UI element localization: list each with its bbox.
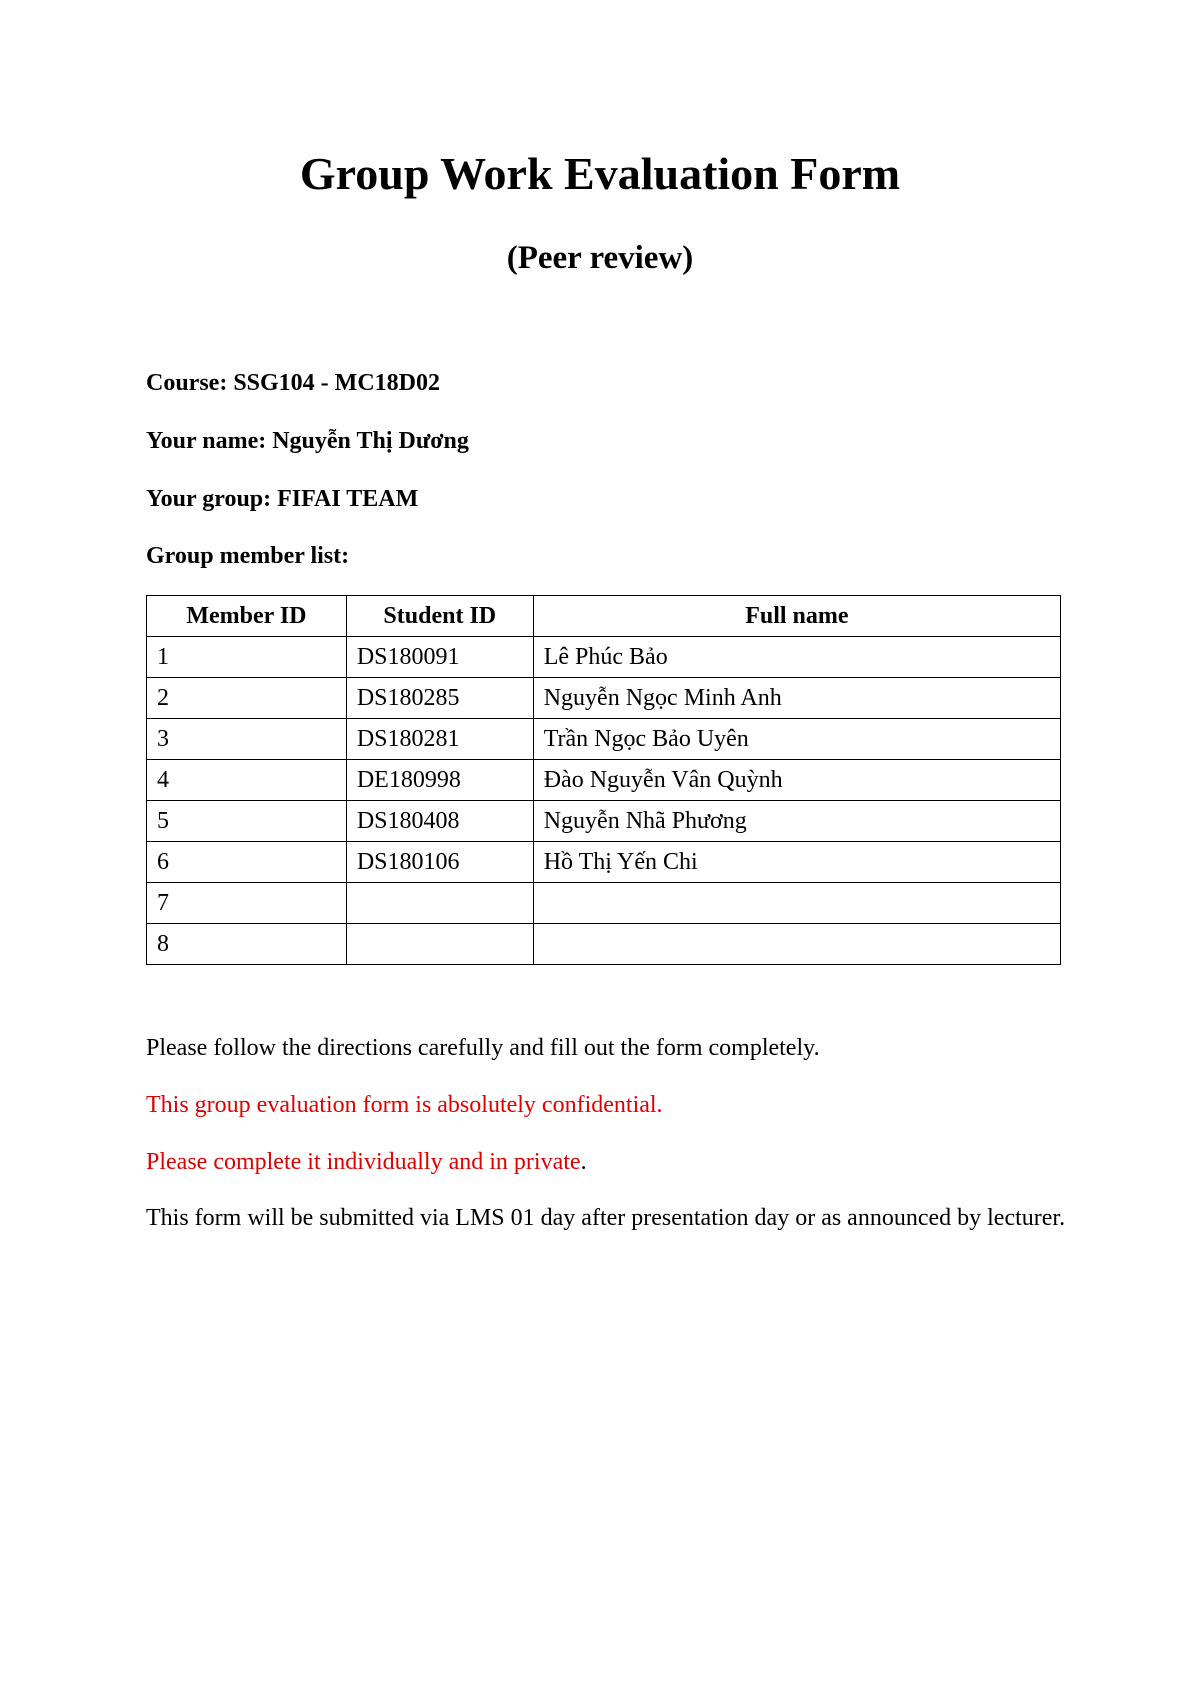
page-subtitle: (Peer review): [506, 240, 694, 276]
header-member-id: Member ID: [147, 596, 347, 637]
your-group-line: Your group: FIFAI TEAM: [146, 486, 419, 512]
table-row: [147, 678, 1061, 719]
cell-member-id: 4: [147, 760, 347, 801]
cell-student-id: [346, 924, 533, 965]
member-list-label: Group member list:: [146, 543, 350, 569]
cell-full-name: Nguyễn Nhã Phương: [533, 801, 1060, 842]
cell-member-id: 7: [147, 883, 347, 924]
confidential-notice: This group evaluation form is absolutely confidential.: [146, 1092, 663, 1118]
cell-student-id: DS180285: [346, 678, 533, 719]
cell-member-id: 5: [147, 801, 347, 842]
table-row: [147, 842, 1061, 883]
cell-full-name: Lê Phúc Bảo: [533, 637, 1060, 678]
private-notice-text: Please complete it individually and in private: [146, 1149, 581, 1175]
member-table: [146, 595, 1061, 965]
cell-full-name: [533, 924, 1060, 965]
page-title: Group Work Evaluation Form: [299, 148, 901, 199]
private-notice: [146, 1142, 1066, 1183]
table-row: [147, 760, 1061, 801]
table-row: [147, 924, 1061, 965]
cell-member-id: 1: [147, 637, 347, 678]
cell-full-name: Trần Ngọc Bảo Uyên: [533, 719, 1060, 760]
table-header-row: [147, 596, 1061, 637]
cell-member-id: 3: [147, 719, 347, 760]
cell-student-id: DS180281: [346, 719, 533, 760]
cell-full-name: [533, 883, 1060, 924]
table-row: [147, 801, 1061, 842]
cell-member-id: 6: [147, 842, 347, 883]
submission-notice: This form will be submitted via LMS 01 day after presentation day or as announced by lecturer.: [146, 1205, 1066, 1231]
your-name-line: Your name: Nguyễn Thị Dương: [146, 428, 469, 454]
table-row: [147, 719, 1061, 760]
header-full-name: Full name: [533, 596, 1060, 637]
header-student-id: Student ID: [346, 596, 533, 637]
cell-member-id: 2: [147, 678, 347, 719]
cell-full-name: Đào Nguyễn Vân Quỳnh: [533, 760, 1060, 801]
course-line: Course: SSG104 - MC18D02: [146, 370, 440, 396]
private-notice-period: .: [580, 1149, 587, 1175]
cell-student-id: DE180998: [346, 760, 533, 801]
table-row: [147, 637, 1061, 678]
cell-full-name: Nguyễn Ngọc Minh Anh: [533, 678, 1060, 719]
cell-member-id: 8: [147, 924, 347, 965]
table-row: [147, 883, 1061, 924]
cell-student-id: DS180091: [346, 637, 533, 678]
cell-student-id: DS180408: [346, 801, 533, 842]
cell-student-id: DS180106: [346, 842, 533, 883]
cell-full-name: Hồ Thị Yến Chi: [533, 842, 1060, 883]
cell-student-id: [346, 883, 533, 924]
instruction-directions: Please follow the directions carefully and fill out the form completely.: [146, 1035, 820, 1061]
